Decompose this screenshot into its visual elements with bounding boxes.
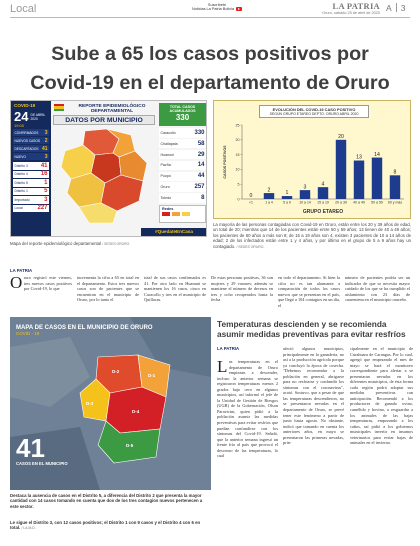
district-stat-label: Importado	[14, 197, 30, 202]
municipality-stat-label: Poopó	[160, 174, 171, 179]
municipality-stat-label: Pazña	[160, 163, 171, 168]
headline-line-2: Covid-19 en el departamento de Oruro	[30, 72, 390, 94]
municipality-stat-row	[159, 161, 206, 171]
district-stat-value: 5	[44, 188, 48, 195]
municipality-stats-list	[159, 128, 206, 204]
legend-swatch-orange	[172, 212, 180, 216]
district-stat-value: 1	[44, 179, 48, 186]
chart-data-label: 4	[321, 181, 325, 188]
dateline: Oruro, sábado 25 de abril de 2020	[322, 11, 380, 15]
page-number-value: 3	[400, 3, 406, 13]
left-stat-row	[13, 145, 49, 152]
municipality-stat-value: 14	[197, 162, 205, 169]
left-stat-value: 3	[44, 153, 48, 160]
chart-caption	[213, 222, 411, 250]
article2-byline: LA PATRIA	[217, 346, 240, 351]
district-stat-row	[13, 188, 49, 196]
chart-data-label: 14	[374, 151, 380, 158]
district-label-d1: D-1	[148, 373, 156, 378]
map-photo-total-label: CASOS EN EL MUNICIPIO	[16, 461, 68, 466]
district-label-d3: D-3	[86, 401, 94, 406]
left-stat-value: 2	[44, 137, 48, 144]
brand-name: LA PATRIA	[332, 1, 380, 11]
district-stat-label: Distrito 5	[14, 180, 28, 185]
chart-category-label: 60 y más	[387, 200, 403, 205]
article1-column-1	[10, 275, 72, 311]
left-stat-label: NUEVO	[14, 154, 26, 159]
left-stat-label: CONFIRMADOS	[14, 130, 39, 135]
epidemiological-infographic	[10, 100, 207, 237]
chart-category-label: 1 a 4	[265, 200, 273, 205]
municipality-stat-row	[159, 139, 206, 149]
chart-y-tick-label: 25	[235, 123, 240, 128]
district-stat-value: 16	[40, 171, 48, 178]
chart-data-label: 3	[303, 184, 307, 191]
left-stats-list	[13, 129, 49, 160]
left-stat-label: NUEVOS CASOS	[14, 138, 41, 143]
district-stat-row	[13, 196, 49, 204]
article1-byline: LA PATRIA	[10, 268, 33, 273]
covid-badge: COVID-19	[14, 103, 36, 108]
chart-caption-text: La mayoría de las personas contagiadas con Covid-19 en Oruro, están entre los 20 y 39 años de edad, un total de 20; mientras que 14 de los pacientes están entre 50 y 59 años; 13 tienen de 40 a 49 años; los pacientes de 60 años a más son 8; de 15 a 19 años son 4, existen 3 pacientes de 10 a 14 años de edad; 2 de los infectados están entre 1 y 4 años, y por último en el grupo de 5 a 9 años hay un contagiado.	[213, 222, 411, 249]
chart-bar	[264, 193, 274, 199]
district-stat-label: Local	[14, 206, 23, 211]
district-label-d4: D-4	[132, 409, 140, 414]
report-month: DE ABRIL	[30, 112, 46, 117]
page-number	[386, 3, 405, 13]
district-stat-value: 3	[44, 196, 48, 203]
chart-category-label: 40 a 49	[353, 200, 365, 205]
map-photo-title	[16, 325, 153, 336]
youtube-play-icon	[236, 7, 242, 11]
left-stat-row	[13, 153, 49, 160]
left-stat-label: DESCARTADOS	[14, 146, 39, 151]
map-photo-credit: / LA.M.D.	[21, 526, 36, 531]
article2-column-1-text: as temperaturas en el departamento de Oruro empiezan a descender, incluso la anterior semana se registraron temperaturas menos 2 grados bajo cero en algunos municipios, así informó el jefe de la Unidad de Gestión de Riesgos (UGR) de la Gobernación, Olson Paravicini, quien pidió a la población asumir las medidas preventivas para evitar resfríos que puedan confundirse con los síntomas del Covid-19. Señaló, que la anterior semana ingresó un frente frío al país que provocó el descenso de las temperaturas, lo cual	[217, 359, 278, 459]
district-label-d2: D-2	[112, 369, 120, 374]
article2-column-1	[217, 359, 278, 541]
age-group-chart	[213, 100, 411, 219]
report-title-line-1: REPORTE EPIDEMIOLÓGICO	[78, 104, 146, 109]
chart-category-label: <1	[249, 200, 253, 205]
municipality-stat-value: 29	[197, 151, 205, 158]
municipality-stat-row	[159, 172, 206, 182]
municipality-stat-value: 330	[194, 129, 205, 136]
article1-column-1-text: ruro registró este viernes, tres nuevos casos positivos por Covid-19, lo que	[23, 275, 72, 292]
youtube-promo-title: Suscríbete	[207, 3, 227, 7]
chart-y-tick-label: 0	[237, 197, 240, 202]
youtube-promo[interactable]	[182, 3, 252, 11]
chart-x-axis-label: GRUPO ETAREO	[302, 209, 344, 215]
hashtag-banner: #QuedateEnCasa	[141, 228, 207, 236]
map-photo-caption-text: Destaca la ausencia de casos en el Distrito 5, a diferencia del Distrito 2 que presenta la mayor cantidad con 14 casos tomando en cuenta que dos de los tres contagios nuevos pertenecen a este sector.	[10, 493, 203, 509]
district-stat-label: Distrito 1	[14, 189, 28, 194]
chart-data-label: 1	[285, 190, 289, 197]
municipality-stat-label: Challapata	[160, 141, 178, 146]
chart-y-tick-label: 15	[235, 152, 240, 157]
chart-category-label: 20 a 39	[335, 200, 347, 205]
left-stat-value: 41	[41, 145, 48, 152]
chart-bar	[372, 158, 382, 199]
article1-body	[10, 275, 410, 311]
municipality-stat-label: Huanuni	[160, 152, 174, 157]
main-headline	[0, 40, 420, 98]
infographic-caption-text: Mapa del reporte epidemiológico departamental	[10, 241, 102, 246]
district-stat-row	[13, 179, 49, 187]
article1-column-3: total de sus casos confirmados es 41. Por otro lado en Huanuni se mantienen los 16 casos, cinco en Caracollo y tres en el municipio de Quillacas.	[144, 275, 206, 303]
chart-category-label: 15 a 19	[317, 200, 329, 205]
legend-panel	[159, 205, 206, 223]
article1-column-5: en todo el departamento. Si bien la cifra no es tan alarmante a comparación de todos los casos nuevos que se presentan en el país, que llegó a 104 contagios en un día, el	[278, 275, 340, 308]
municipality-stat-row	[159, 182, 206, 192]
district-stat-row	[13, 162, 49, 170]
article1-column-2: incrementa la cifra a 65 en total en el departamento. Estos tres nuevos casos son de pacientes que se encuentran en el municipio de Oruro, por lo tanto el	[77, 275, 139, 303]
municipality-stat-row	[159, 193, 206, 203]
chart-y-axis-label: CASOS POSITIVOS	[223, 145, 227, 179]
district-stat-value: 41	[40, 162, 48, 169]
municipality-stat-value: 257	[194, 184, 205, 191]
legend-title: Redes	[162, 207, 174, 211]
chart-credit: / SEDES ORURO.	[236, 244, 265, 249]
article1-column-4: De estas personas positivas, 36 son mujeres y 29 varones; además se mantiene el número de decesos en tres y ocho recuperados hasta la fecha	[211, 275, 273, 303]
chart-bar	[318, 187, 328, 199]
total-cases-value: 330	[175, 113, 190, 123]
map-photo-caption-2-text: Le sigue el Distrito 3, con 12 casos positivos; el Distrito 1 con 9 casos y el Distrito 4 con 6 en total.	[10, 520, 201, 531]
report-time: 19:00	[14, 123, 25, 128]
infographic-caption	[10, 241, 210, 247]
district-stat-row	[13, 205, 49, 213]
chart-data-label: 20	[338, 134, 344, 140]
chart-bar	[336, 140, 346, 199]
header-rule	[10, 17, 410, 18]
chart-data-label: 13	[356, 154, 362, 161]
chart-y-tick-label: 5	[237, 182, 240, 187]
chart-y-tick-label: 20	[235, 138, 240, 143]
chart-data-label: 8	[393, 169, 397, 176]
district-stat-value: 227	[37, 205, 48, 212]
map-photo-total	[16, 435, 68, 466]
chart-data-label: 0	[249, 193, 253, 200]
map-photo-caption	[10, 493, 211, 509]
promo-channel-text: Noticias La Patria Bolivia	[192, 7, 234, 11]
chart-category-label: 10 a 14	[299, 200, 311, 205]
report-day: 24	[14, 109, 29, 124]
chart-bar	[282, 196, 292, 199]
section-label: Local	[10, 3, 37, 15]
chart-plot	[214, 101, 412, 220]
district-stat-row	[13, 171, 49, 179]
left-stat-value: 3	[44, 129, 48, 136]
chart-subtitle: SEGÚN GRUPO ETAREO DEPTO. ORURO ABRIL 2020	[269, 112, 359, 116]
map-photo-total-value: 41	[16, 433, 45, 463]
newspaper-brand	[300, 1, 380, 15]
article2-dropcap: L	[217, 359, 228, 376]
map-photo-caption-2	[10, 520, 211, 532]
section-letter: A	[386, 3, 392, 13]
article1-dropcap: O	[10, 275, 23, 292]
report-title-line-2: DEPARTAMENTAL	[90, 109, 134, 114]
district-stat-label: Distrito 3	[14, 163, 28, 168]
chart-bar	[354, 161, 364, 199]
article2-headline: Temperaturas descienden y se recomienda asumir medidas preventivas para evitar resfríos	[217, 319, 406, 340]
bolivia-flag	[54, 104, 64, 111]
article2-column-2: afectó algunos municipios, principalmente en la ganadería, no así a la producción agrícola porque ya concluyó la época de cosecha. "Debemos recomendar a la población en general, abrigarse para no resfriarse y confundir los síntomas con el coronavirus", acotó. Sostuvo, que a pesar de que las temperaturas descendieron, no se presentaron nevadas en el departamento de Oruro, se prevé tener este fenómeno a partir de junio hasta agosto. No obstante, indicó que tomando en cuenta los anteriores años, en mayo se presentaron las primeras nevadas, prin-	[283, 346, 344, 446]
district-map-photo	[10, 317, 211, 490]
map-photo-subtitle: COVID - 19	[16, 331, 40, 336]
chart-y-tick-label: 10	[235, 167, 240, 172]
municipality-stat-label: Oruro	[160, 185, 170, 190]
municipality-stat-row	[159, 128, 206, 138]
municipality-banner: DATOS POR MUNICIPIO	[53, 115, 155, 125]
municipality-stat-label: Toledo	[160, 196, 172, 201]
article1-column-6: número de pacientes podría ser un indicador de que se necesita mayor cuidado de los que se ha cumplido el aislamiento con 23 días de cuarentena en el municipio orureño.	[345, 275, 410, 303]
municipality-stat-value: 44	[197, 173, 205, 180]
legend-swatch-yellow	[182, 212, 190, 216]
left-stat-row	[13, 137, 49, 144]
municipality-stat-label: Caracollo	[160, 130, 176, 135]
district-stat-label: Distrito 4	[14, 172, 28, 177]
infographic-left-panel	[11, 101, 51, 237]
report-title	[67, 104, 157, 114]
total-cases-label: TOTAL CASOS ACUMULADOS	[169, 105, 196, 114]
district-label-d5: D-5	[126, 443, 134, 448]
municipality-stat-value: 8	[201, 195, 205, 202]
total-cases-panel	[159, 103, 206, 126]
oruro-department-map	[55, 127, 155, 227]
district-stats-list	[13, 162, 49, 212]
map-photo-title-text: MAPA DE CASOS EN EL MUNICIPIO DE ORURO	[16, 325, 153, 331]
infographic-credit: / SEDES ORURO.	[102, 242, 131, 246]
chart-bar	[390, 175, 400, 199]
municipality-stat-value: 58	[197, 140, 205, 147]
left-stat-row	[13, 129, 49, 136]
chart-bar	[300, 190, 310, 199]
article2-column-3: cipalmente en el municipio de Curahuara de Carangas. Por lo cual, agregó que empezando el mes de mayo se hará el monitoreo correspondiente para alertar a se presentaran nevadas en los diferentes municipios, de ésta forma cada región podrá adoptar sus medidas preventivas con anticipación. Recomendó a los productores de ganado ovino, camélido y bovino, a resguardar a los animales de las bajas temperaturas, empezando a los caños, así pidió a los gobiernos municipales invertir en insumos veterinarios para evitar bajas de animales en el invierno.	[350, 346, 413, 446]
chart-data-label: 2	[267, 187, 271, 194]
chart-category-label: 50 a 59	[371, 200, 383, 205]
report-year: 2020	[30, 116, 38, 121]
chart-title: EVOLUCIÓN DEL COVID-19 CASO POSITIVO	[272, 107, 356, 112]
legend-swatch-red	[162, 212, 170, 216]
chart-category-label: 5 a 9	[283, 200, 291, 205]
headline-line-1: Sube a 65 los casos positivos por	[51, 43, 369, 65]
municipality-stat-row	[159, 150, 206, 160]
